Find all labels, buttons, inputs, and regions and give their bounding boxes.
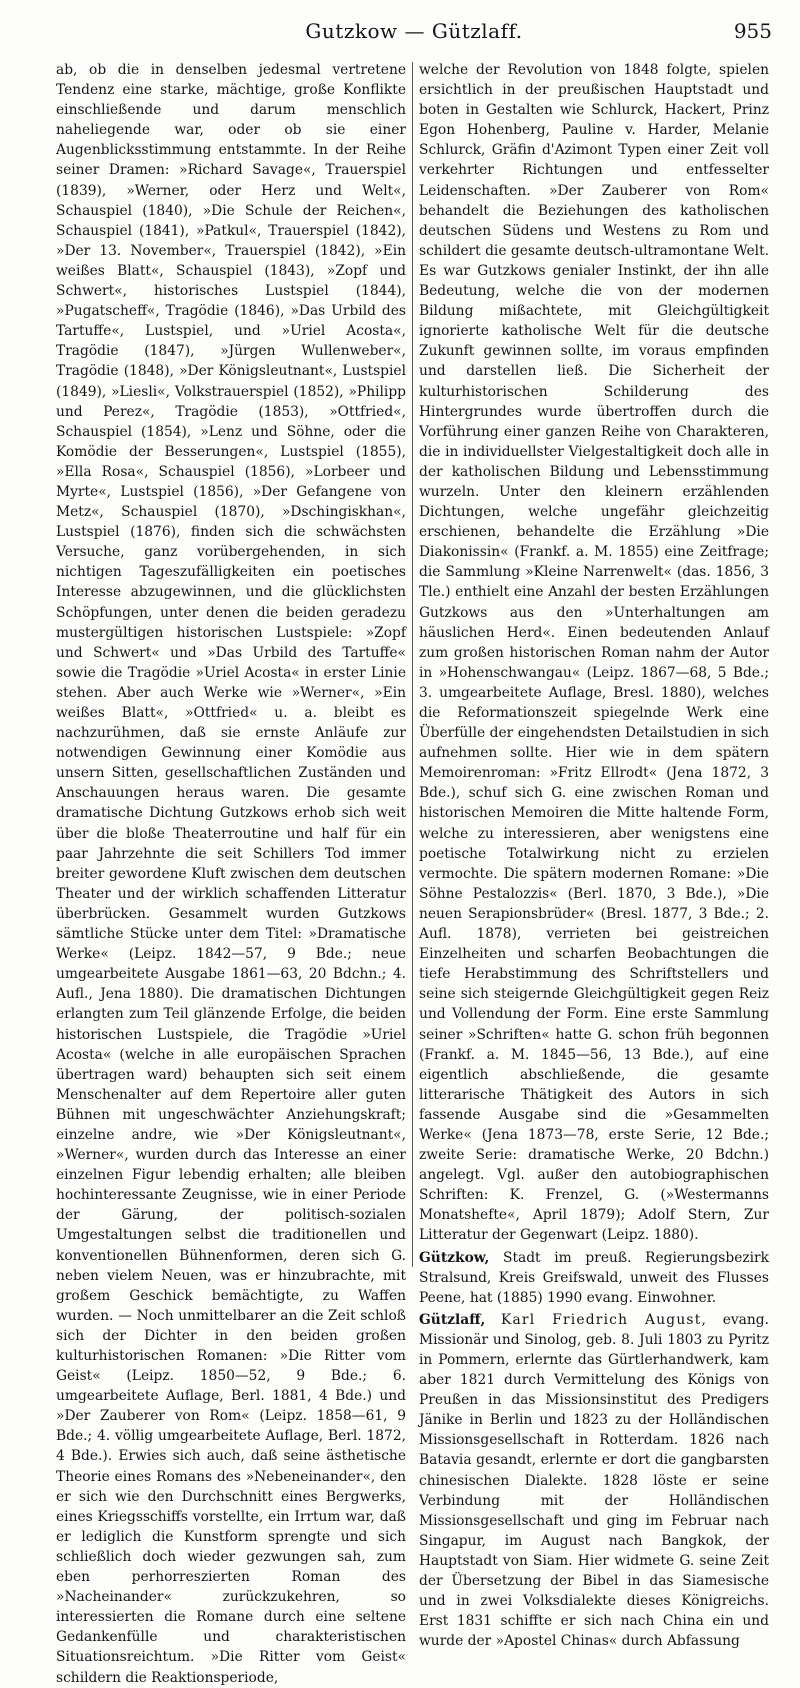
left-column-text: ab, ob die in denselben jedesmal vertretene Tendenz eine starke, mächtige, große Konflikte einschließende und darum menschlich naheliegende war, oder ob sie einer Augenblicksstimmung entstammte. In der Reihe seiner Dramen: »Richard Savage«, Trauerspiel (1839), »Werner, oder Herz und Welt«, Schauspiel (1840), »Die Schule der Reichen«, Schauspiel (1841), »Patkul«, Trauerspiel (1842), »Der 13. November«, Trauerspiel (1842), »Ein weißes Blatt«, Schauspiel (1843), »Zopf und Schwert«, historisches Lustspiel (1844), »Pugatscheff«, Tragödie (1846), »Das Urbild des Tartuffe«, Lustspiel, und »Uriel Acosta«, Tragödie (1847), »Jürgen Wullenweber«, Tragödie (1848), »Der Königsleutnant«, Lustspiel (1849), »Liesli«, Volkstrauerspiel (1852), »Philipp und Perez«, Tragödie (1853), »Ottfried«, Schauspiel (1854), »Lenz und Söhne, oder die Komödie der Besserungen«, Lustspiel (1855), »Ella Rosa«, Schauspiel (1856), »Lorbeer und Myrte«, Lustspiel (1856), »Der Gefangene von Metz«, Schauspiel (1870), »Dschingiskhan«, Lustspiel (1876), finden sich die schwächsten Versuche, ganz vorübergehenden, in sich nichtigen Tageszufälligkeiten ein poetisches Interesse abzugewinnen, und die glücklichsten Schöpfungen, unter denen die beiden geradezu mustergültigen historischen Lustspiele: »Zopf und Schwert« und »Das Urbild des Tartuffe« sowie die Tragödie »Uriel Acosta« in erster Linie stehen. Aber auch Werke wie »Werner«, »Ein weißes Blatt«, »Ottfried« u. a. bleibt es nachzurühmen, daß sie ernste Anläufe zur notwendigen Gewinnung einer Komödie aus unsern Sitten, gesellschaftlichen Zuständen und Anschauungen heraus waren. Die gesamte dramatische Dichtung Gutzkows erhob sich weit über die bloße Theaterroutine und half für ein paar Jahrzehnte die seit Schillers Tod immer breiter gewordene Kluft zwischen dem deutschen Theater und der wirklich schaffenden Litteratur überbrücken. Gesammelt wurden Gutzkows sämtliche Stücke unter dem Titel: »Dramatische Werke« (Leipz. 1842—57, 9 Bde.; neue umgearbeitete Ausgabe 1861—63, 20 Bdchn.; 4. Aufl., Jena 1880). Die dramatischen Dichtungen erlangten zum Teil glänzende Erfolge, die beiden historischen Lustspiele, die Tragödie »Uriel Acosta« (welche in alle europäischen Sprachen übertragen ward) behaupten sich seit einem Menschenalter auf dem Repertoire aller guten Bühnen mit ungeschwächter Anziehungskraft; einzelne andre, wie »Der Königsleutnant«, »Werner«, wurden durch das Interesse an einer einzelnen Figur lebendig erhalten; alle bleiben hochinteressante Zeugnisse, wie in einer Periode der Gärung, der politisch-sozialen Umgestaltungen selbst die traditionellen und konventionellen Bühnenformen, deren sich G. neben vielem Neuen, was er hinzubrachte, mit großem Geschick bemächtigte, zu Waffen wurden. — Noch unmittelbarer an die Zeit schloß sich der Dichter in den beiden großen kulturhistorischen Romanen: »Die Ritter vom Geist« (Leipz. 1850—52, 9 Bde.; 6. umgearbeitete Auflage, Berl. 1881, 4 Bde.) und »Der Zauberer von Rom« (Leipz. 1858—61, 9 Bde.; 4. völlig umgearbeitete Auflage, Berl. 1872, 4 Bde.). Erwies sich auch, daß seine ästhetische Theorie eines Romans des »Nebeneinander«, den er sich wie den Durchschnitt eines Bergwerks, eines Kriegsschiffs vorstellte, ein Irrtum war, daß er lediglich die Kunstform sprengte und sich schließlich doch wieder gezwungen sah, zum eben perhorreszierten Roman des »Nacheinander« zurückzukehren, so interessierten die Romane durch eine seltene Gedankenfülle und charakteristischen Situationsreichtum. »Die Ritter vom Geist« schildern die Reaktionsperiode, [56, 62, 406, 1686]
page-header [56, 0, 772, 50]
entry-guetzlaff-headword: Gützlaff, [419, 1311, 486, 1328]
text-columns [56, 60, 772, 1686]
right-column [413, 60, 769, 1650]
entry-guetzkow [419, 1248, 769, 1308]
left-column [56, 60, 412, 1686]
entry-guetzkow-headword: Gützkow, [419, 1249, 490, 1266]
right-column-text: welche der Revolution von 1848 folgte, spielen ersichtlich in der preußischen Hauptstadt und boten in Gestalten wie Schlurck, Hackert, Prinz Egon Hohenberg, Pauline v. Harder, Melanie Schlurck, Gräfin d'Azimont Typen einer Zeit voll verkehrter Richtungen und entfesselter Leidenschaften. »Der Zauberer von Rom« behandelt die Beziehungen des katholischen deutschen Südens und Westens zu Rom und schildert die gesamte deutsch-ultramontane Welt. Es war Gutzkows genialer Instinkt, der ihn alle Bedeutung, welche die von der modernen Bildung mißachtete, mit Gleichgültigkeit ignorierte katholische Welt für die deutsche Zukunft gewinnen sollte, im voraus empfinden und darstellen ließ. Die Sicherheit der kulturhistorischen Schilderung des Hintergrundes wurde übertroffen durch die Vorführung einer ganzen Reihe von Charakteren, die in individuellster Vielgestaltigkeit doch alle in der katholischen Bildung und Lebensstimmung wurzeln. Unter den kleinern erzählenden Dichtungen, welche ungefähr gleichzeitig erschienen, behandelte die Erzählung »Die Diakonissin« (Frankf. a. M. 1855) eine Zeitfrage; die Sammlung »Kleine Narrenwelt« (das. 1856, 3 Tle.) enthielt eine Anzahl der besten Erzählungen Gutzkows aus den »Unterhaltungen am häuslichen Herd«. Einen bedeutenden Anlauf zum großen historischen Roman nahm der Autor in »Hohenschwangau« (Leipz. 1867—68, 5 Bde.; 3. umgearbeitete Auflage, Bresl. 1880), welches die Reformationszeit spiegelnde Werk eine Überfülle der eingehendsten Detailstudien in sich aufnehmen sollte. Hier wie in dem spätern Memoirenroman: »Fritz Ellrodt« (Jena 1872, 3 Bde.), schuf sich G. eine zwischen Roman und historischen Memoiren die Mitte haltende Form, welche zu interessieren, aber wenigstens eine poetische Totalwirkung nicht zu erzielen vermochte. Die spätern modernen Romane: »Die Söhne Pestalozzis« (Berl. 1870, 3 Bde.), »Die neuen Serapionsbrüder« (Bresl. 1877, 3 Bde.; 2. Aufl. 1878), verrieten bei geistreichen Einzelheiten und scharfen Beobachtungen die tiefe Herabstimmung des Schriftstellers und seine sich steigernde Gleichgültigkeit gegen Reiz und Vollendung der Form. Eine erste Sammlung seiner »Schriften« hatte G. schon früh begonnen (Frankf. a. M. 1845—56, 13 Bde.), auf eine eigentlich abschließende, die gesamte litterarische Thätigkeit des Autors in sich fassende Ausgabe sind die »Gesammelten Werke« (Jena 1873—78, erste Serie, 12 Bde.; zweite Serie: dramatische Werke, 20 Bdchn.) angelegt. Vgl. außer den autobiographischen Schriften: K. Frenzel, G. (»Westermanns Monatshefte«, April 1879); Adolf Stern, Zur Litteratur der Gegenwart (Leipz. 1880). [419, 62, 769, 1244]
entry-guetzlaff-text: evang. Missionär und Sinolog, geb. 8. Juli 1803 zu Pyritz in Pommern, erlernte das Gürtlerhandwerk, kam aber 1821 durch Vermittelung des Königs von Preußen in das Missionsinstitut des Predigers Jänike in Berlin und 1823 zu der Holländischen Missionsgesellschaft in Rotterdam. 1826 nach Batavia gesandt, erlernte er dort die gangbarsten chinesischen Dialekte. 1828 löste er seine Verbindung mit der Holländischen Missionsgesellschaft und ging im Februar nach Singapur, im August nach Bangkok, der Hauptstadt von Siam. Hier widmete G. seine Zeit der Übersetzung der Bibel in das Siamesische und in zwei Volksdialekte dieses Königreichs. Erst 1831 schiffte er sich nach China ein und wurde der »Apostel Chinas« durch Abfassung [419, 1311, 769, 1650]
page-number: 955 [733, 19, 772, 43]
running-title: Gutzkow — Gützlaff. [305, 19, 523, 43]
entry-guetzkow-text: Stadt im preuß. Regierungsbezirk Stralsund, Kreis Greifswald, unweit des Flusses Peene, hat (1885) 1990 evang. Einwohner. [419, 1249, 769, 1306]
entry-guetzlaff [419, 1310, 769, 1652]
entry-guetzlaff-name: Karl Friedrich August, [501, 1311, 708, 1328]
